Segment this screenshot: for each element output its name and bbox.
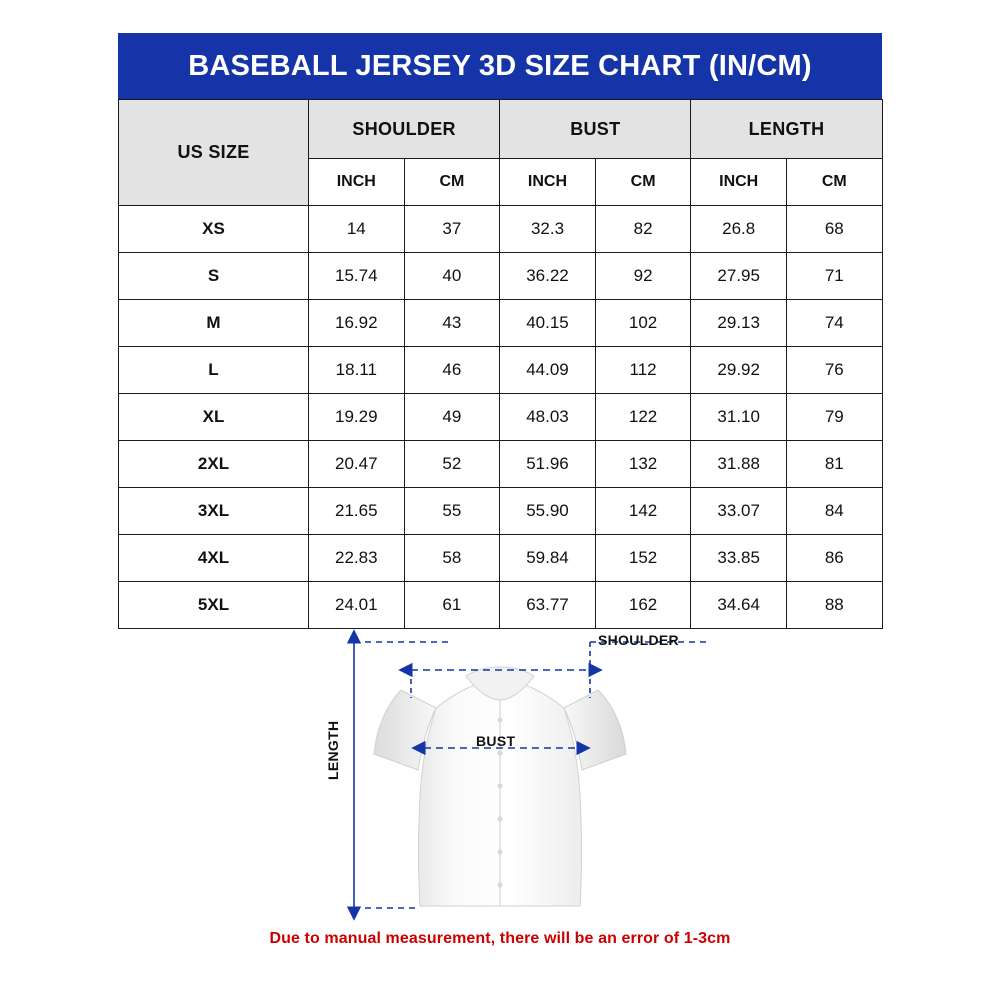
size-chart-table [118, 99, 883, 629]
header-bust-inch: INCH [500, 159, 596, 206]
cell-length-cm: 79 [786, 394, 882, 441]
label-shoulder: SHOULDER [598, 632, 679, 648]
cell-size: L [119, 347, 309, 394]
cell-length-cm: 88 [786, 582, 882, 629]
cell-bust-cm: 102 [595, 300, 691, 347]
cell-size: XS [119, 206, 309, 253]
cell-bust-cm: 92 [595, 253, 691, 300]
chart-title: BASEBALL JERSEY 3D SIZE CHART (IN/CM) [118, 33, 882, 99]
cell-shoulder-cm: 55 [404, 488, 500, 535]
measurement-note: Due to manual measurement, there will be an error of 1-3cm [269, 930, 731, 947]
size-chart-table-wrapper [118, 33, 882, 629]
measurement-diagram [118, 620, 882, 930]
cell-length-in: 26.8 [691, 206, 787, 253]
cell-size: 4XL [119, 535, 309, 582]
cell-length-in: 31.10 [691, 394, 787, 441]
cell-bust-in: 44.09 [500, 347, 596, 394]
header-shoulder-inch: INCH [309, 159, 405, 206]
header-shoulder: SHOULDER [309, 100, 500, 159]
table-row [119, 300, 883, 347]
cell-length-in: 29.13 [691, 300, 787, 347]
cell-length-in: 29.92 [691, 347, 787, 394]
cell-length-cm: 86 [786, 535, 882, 582]
header-bust-cm: CM [595, 159, 691, 206]
label-bust: BUST [476, 733, 516, 749]
cell-bust-in: 36.22 [500, 253, 596, 300]
cell-shoulder-in: 16.92 [309, 300, 405, 347]
cell-shoulder-cm: 61 [404, 582, 500, 629]
cell-size: 2XL [119, 441, 309, 488]
shoulder-measure-guide [411, 642, 708, 698]
cell-bust-cm: 142 [595, 488, 691, 535]
cell-length-in: 31.88 [691, 441, 787, 488]
cell-shoulder-in: 18.11 [309, 347, 405, 394]
cell-bust-cm: 132 [595, 441, 691, 488]
cell-bust-in: 55.90 [500, 488, 596, 535]
cell-shoulder-cm: 52 [404, 441, 500, 488]
header-length-inch: INCH [691, 159, 787, 206]
cell-shoulder-in: 19.29 [309, 394, 405, 441]
cell-bust-in: 59.84 [500, 535, 596, 582]
table-row [119, 441, 883, 488]
cell-shoulder-cm: 43 [404, 300, 500, 347]
cell-shoulder-in: 24.01 [309, 582, 405, 629]
cell-bust-in: 63.77 [500, 582, 596, 629]
cell-shoulder-in: 21.65 [309, 488, 405, 535]
cell-bust-in: 48.03 [500, 394, 596, 441]
cell-length-cm: 71 [786, 253, 882, 300]
cell-length-in: 33.85 [691, 535, 787, 582]
cell-bust-in: 51.96 [500, 441, 596, 488]
cell-length-in: 34.64 [691, 582, 787, 629]
cell-length-cm: 84 [786, 488, 882, 535]
table-row [119, 535, 883, 582]
table-row [119, 253, 883, 300]
cell-length-cm: 74 [786, 300, 882, 347]
cell-shoulder-in: 14 [309, 206, 405, 253]
cell-shoulder-cm: 40 [404, 253, 500, 300]
cell-size: M [119, 300, 309, 347]
cell-bust-cm: 152 [595, 535, 691, 582]
cell-bust-cm: 112 [595, 347, 691, 394]
cell-length-in: 33.07 [691, 488, 787, 535]
cell-bust-cm: 122 [595, 394, 691, 441]
cell-shoulder-in: 20.47 [309, 441, 405, 488]
cell-shoulder-cm: 49 [404, 394, 500, 441]
table-row [119, 347, 883, 394]
cell-bust-cm: 162 [595, 582, 691, 629]
cell-size: 5XL [119, 582, 309, 629]
cell-length-in: 27.95 [691, 253, 787, 300]
cell-bust-cm: 82 [595, 206, 691, 253]
label-length: LENGTH [325, 720, 341, 780]
cell-length-cm: 81 [786, 441, 882, 488]
cell-shoulder-in: 22.83 [309, 535, 405, 582]
group-header-row [119, 100, 883, 159]
header-shoulder-cm: CM [404, 159, 500, 206]
jersey-illustration [118, 620, 882, 930]
cell-size: XL [119, 394, 309, 441]
cell-bust-in: 32.3 [500, 206, 596, 253]
cell-shoulder-cm: 46 [404, 347, 500, 394]
table-row [119, 206, 883, 253]
table-row [119, 488, 883, 535]
table-row [119, 394, 883, 441]
cell-size: S [119, 253, 309, 300]
header-us-size: US SIZE [119, 100, 309, 206]
cell-length-cm: 76 [786, 347, 882, 394]
cell-shoulder-cm: 37 [404, 206, 500, 253]
cell-size: 3XL [119, 488, 309, 535]
header-length-cm: CM [786, 159, 882, 206]
cell-shoulder-in: 15.74 [309, 253, 405, 300]
header-bust: BUST [500, 100, 691, 159]
header-length: LENGTH [691, 100, 882, 159]
cell-length-cm: 68 [786, 206, 882, 253]
cell-shoulder-cm: 58 [404, 535, 500, 582]
cell-bust-in: 40.15 [500, 300, 596, 347]
